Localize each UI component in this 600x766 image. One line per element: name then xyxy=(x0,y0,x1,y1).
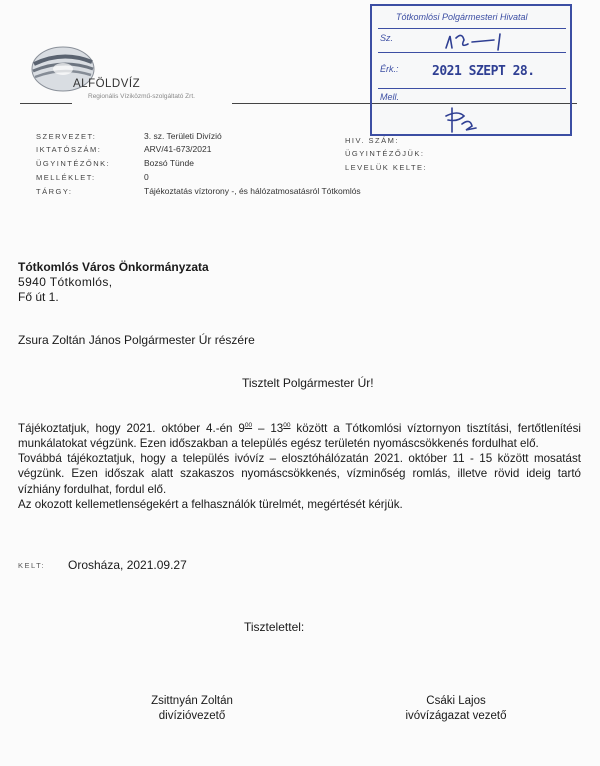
registry-stamp xyxy=(370,4,572,136)
dated-value: Orosháza, 2021.09.27 xyxy=(68,558,187,572)
meta-value-file-number: ARV/41-673/2021 xyxy=(144,144,212,154)
signatory-title: divízióvezető xyxy=(158,710,226,722)
initials-handwriting xyxy=(442,106,482,134)
signatory-name: Csáki Lajos xyxy=(426,695,486,707)
stamp-row1-label: Sz. xyxy=(380,33,394,43)
stamp-row3-label: Mell. xyxy=(380,92,400,102)
received-date: 2021 SZEPT 28. xyxy=(432,64,535,79)
logo-subtitle: Regionális Víziközmű-szolgáltató Zrt. xyxy=(88,93,195,100)
logo-name: ALFÖLDVÍZ xyxy=(73,78,141,90)
meta-label-attachment: MELLÉKLET: xyxy=(36,173,96,182)
meta-label-file-number: IKTATÓSZÁM: xyxy=(36,145,102,154)
registration-number-handwriting xyxy=(442,30,522,52)
signature-left xyxy=(122,694,262,724)
stamp-divider xyxy=(378,88,566,89)
meta-value-subject: Tájékoztatás víztorony -, és hálózatmosatásról Tótkomlós xyxy=(144,186,361,196)
stamp-title: Tótkomlósi Polgármesteri Hivatal xyxy=(396,12,528,22)
meta-label-your-case-officer: ÜGYINTÉZŐJÜK: xyxy=(345,149,425,158)
meta-value-attachment: 0 xyxy=(144,172,149,182)
stamp-divider xyxy=(378,28,566,29)
meta-label-subject: TÁRGY: xyxy=(36,187,73,196)
attention-line: Zsura Zoltán János Polgármester Úr részére xyxy=(18,333,255,347)
signatory-name: Zsittnyán Zoltán xyxy=(151,695,233,707)
recipient-name: Tótkomlós Város Önkormányzata xyxy=(18,260,209,274)
stamp-divider xyxy=(378,52,566,53)
paragraph-3: Az okozott kellemetlenségekért a felhasználók türelmét, megértését kérjük. xyxy=(18,497,403,511)
header-rule-left xyxy=(20,103,72,104)
paragraph-1: Tájékoztatjuk, hogy 2021. október 4.-én $9^{00} - 13^{00}$ között a Tótkomlósi víztornyon tisztítási, fertőtlenítési munkálatokat végzünk. Ezen időszakban a település egész területén nyomáscsökkenés fordulhat elő. xyxy=(18,421,581,451)
paragraph-2: Továbbá tájékoztatjuk, hogy a település ivóvíz – elosztóhálózatán 2021. október 11 - 15 között mosatást végzünk. Ezen időszak alatt szakaszos nyomáscsökkenés, vízminőség romlás, illetve rövid ideig tartó vízhiány fordulhat, fordul elő. xyxy=(18,452,581,496)
letter-body xyxy=(18,418,581,512)
salutation: Tisztelt Polgármester Úr! xyxy=(242,376,374,390)
meta-label-case-officer: ÜGYINTÉZŐNK: xyxy=(36,159,111,168)
meta-label-your-letter-date: LEVELÜK KELTE: xyxy=(345,163,428,172)
meta-value-case-officer: Bozsó Tünde xyxy=(144,158,194,168)
dated-label: KELT: xyxy=(18,561,45,570)
stamp-row2-label: Érk.: xyxy=(380,64,399,74)
signatory-title: ivóvízágazat vezető xyxy=(405,710,507,722)
meta-label-organization: SZERVEZET: xyxy=(36,132,97,141)
recipient-city: 5940 Tótkomlós, xyxy=(18,275,113,289)
closing: Tisztelettel: xyxy=(244,620,305,634)
meta-label-official-number: HIV. SZÁM: xyxy=(345,136,399,145)
signature-right xyxy=(386,694,526,724)
meta-value-organization: 3. sz. Területi Divízió xyxy=(144,131,222,141)
recipient-street: Fő út 1. xyxy=(18,290,59,304)
